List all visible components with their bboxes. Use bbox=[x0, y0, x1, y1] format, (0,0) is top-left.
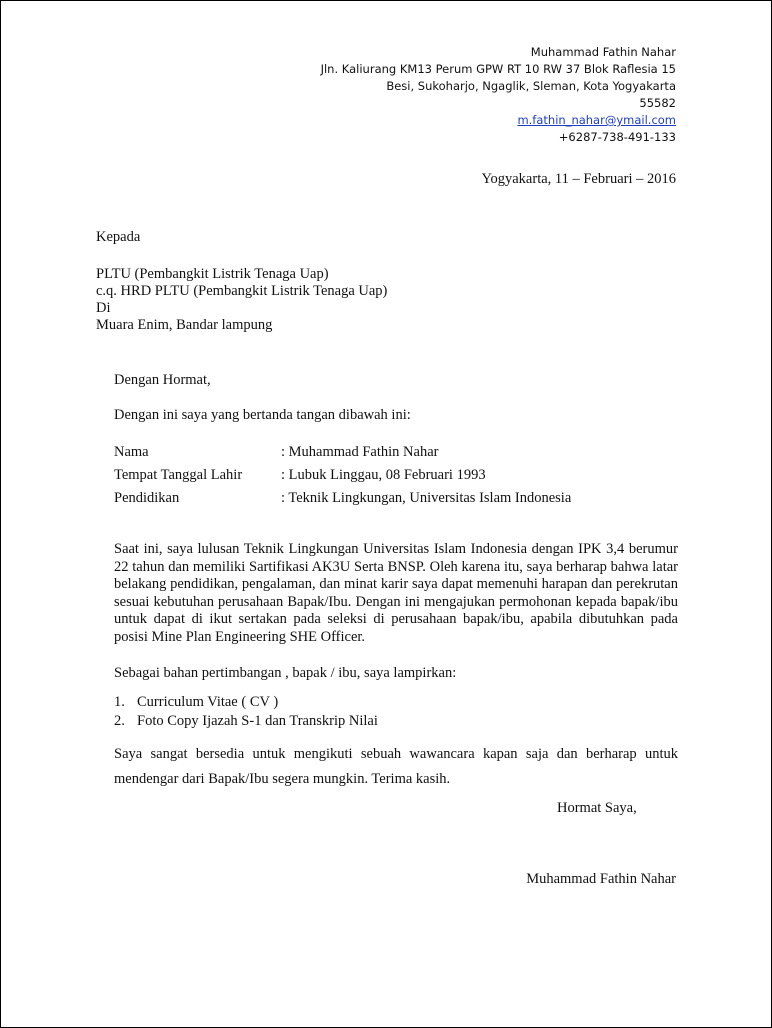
intro-text: Dengan ini saya yang bertanda tangan dibawah ini: bbox=[114, 407, 411, 423]
letter-date: Yogyakarta, 11 – Februari – 2016 bbox=[481, 171, 676, 187]
signature-name: Muhammad Fathin Nahar bbox=[526, 871, 676, 887]
info-label: Pendidikan bbox=[114, 490, 180, 506]
info-row-education bbox=[114, 487, 571, 510]
sender-name: Muhammad Fathin Nahar bbox=[530, 45, 676, 59]
info-row-birth bbox=[114, 464, 571, 487]
info-value: : Muhammad Fathin Nahar bbox=[281, 444, 439, 460]
info-label: Tempat Tanggal Lahir bbox=[114, 467, 243, 483]
personal-info-table bbox=[114, 441, 571, 510]
attachments-list bbox=[114, 693, 378, 731]
recipient-salutation: Kepada bbox=[96, 229, 141, 245]
body-paragraph: Saat ini, saya lulusan Teknik Lingkungan Universitas Islam Indonesia dengan IPK 3,4 berumur 22 tahun dan memiliki Sartifikasi AK3U Serta BNSP. Oleh karena itu, saya berharap bahwa latar belakang pendidikan, pengalaman, dan minat karir saya dapat memenuhi harapan dan perekrutan sesuai kebutuhan perusahaan Bapak/Ibu. Dengan ini mengajukan permohonan kepada bapak/ibu untuk dapat di ikut sertakan pada seleksi di perusahaan bapak/ibu, apabila dibutuhkan pada posisi Mine Plan Engineering SHE Officer. bbox=[114, 541, 678, 645]
sender-email-link[interactable]: m.fathin_nahar@ymail.com bbox=[517, 113, 676, 127]
sender-address-line1: Jln. Kaliurang KM13 Perum GPW RT 10 RW 37 Blok Raflesia 15 bbox=[320, 62, 676, 76]
sign-off: Hormat Saya, bbox=[557, 800, 637, 816]
list-text: Foto Copy Ijazah S-1 dan Transkrip Nilai bbox=[137, 713, 378, 729]
recipient-line4: Muara Enim, Bandar lampung bbox=[96, 317, 273, 333]
closing-paragraph: Saya sangat bersedia untuk mengikuti sebuah wawancara kapan saja dan berharap untuk mendengar dari Bapak/Ibu segera mungkin. Terima kasih. bbox=[114, 746, 678, 787]
sender-address-line2: Besi, Sukoharjo, Ngaglik, Sleman, Kota Yogyakarta bbox=[386, 79, 676, 93]
list-number: 2. bbox=[114, 713, 125, 729]
list-text: Curriculum Vitae ( CV ) bbox=[137, 694, 279, 710]
info-row-name bbox=[114, 441, 571, 464]
recipient-line3: Di bbox=[96, 300, 111, 316]
attachments-intro: Sebagai bahan pertimbangan , bapak / ibu, saya lampirkan: bbox=[114, 665, 457, 681]
info-label: Nama bbox=[114, 444, 149, 460]
greeting: Dengan Hormat, bbox=[114, 372, 211, 388]
recipient-line2: c.q. HRD PLTU (Pembangkit Listrik Tenaga Uap) bbox=[96, 283, 388, 299]
info-value: : Teknik Lingkungan, Universitas Islam Indonesia bbox=[281, 490, 572, 506]
sender-phone: +6287-738-491-133 bbox=[558, 130, 676, 144]
recipient-line1: PLTU (Pembangkit Listrik Tenaga Uap) bbox=[96, 266, 329, 282]
list-number: 1. bbox=[114, 694, 125, 710]
list-item bbox=[114, 712, 378, 731]
recipient-block bbox=[96, 229, 387, 334]
sender-postal-code: 55582 bbox=[639, 96, 676, 110]
info-value: : Lubuk Linggau, 08 Februari 1993 bbox=[281, 467, 486, 483]
list-item bbox=[114, 693, 378, 712]
sender-block bbox=[321, 44, 676, 146]
